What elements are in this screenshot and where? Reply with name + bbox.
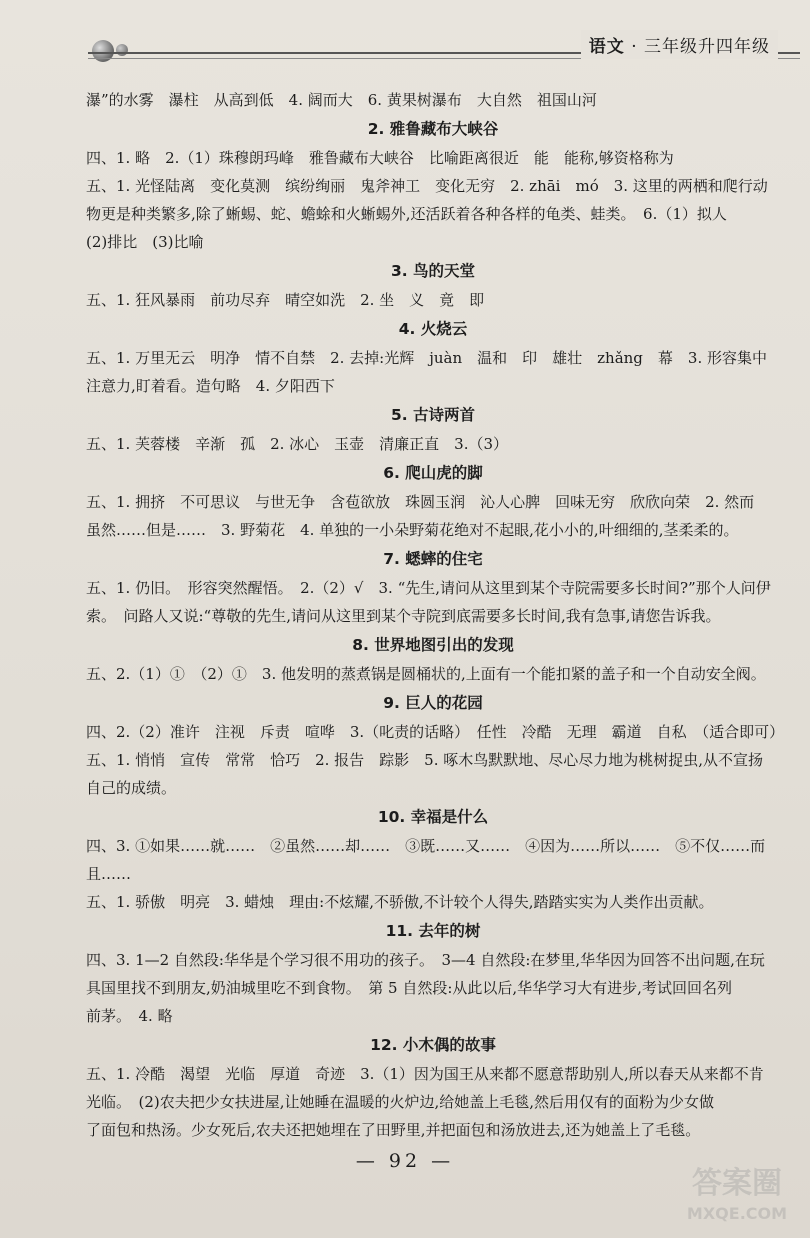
watermark xyxy=(672,1164,802,1234)
answer-line: (2)排比 (3)比喻 xyxy=(86,233,204,251)
answer-line: 光临。 (2)农夫把少女扶进屋,让她睡在温暖的火炉边,给她盖上毛毯,然后用仅有的面粉为少女做 xyxy=(86,1093,715,1111)
answer-line: 虽然……但是…… 3. 野菊花 4. 单独的一小朵野菊花绝对不起眼,花小小的,叶细细的,茎柔柔的。 xyxy=(86,521,739,539)
page-number: — 92 — xyxy=(355,1150,455,1172)
answer-line: 五、1. 骄傲 明亮 3. 蜡烛 理由:不炫耀,不骄傲,不计较个人得失,踏踏实实为人类作出贡献。 xyxy=(86,893,714,911)
section-title: 4. 火烧云 xyxy=(398,320,468,338)
answer-line: 五、1. 悄悄 宣传 常常 恰巧 2. 报告 踪影 5. 啄木鸟默默地、尽心尽力地为桃树捉虫,从不宣扬 xyxy=(86,751,764,769)
watermark-url: MXQE.COM xyxy=(686,1204,788,1223)
section-title: 7. 蟋蟀的住宅 xyxy=(383,550,483,568)
answer-line: 自己的成绩。 xyxy=(86,779,177,797)
section-title: 10. 幸福是什么 xyxy=(377,808,489,826)
answer-line: 五、1. 万里无云 明净 情不自禁 2. 去掉:光辉 juàn 温和 印 雄壮 zhǎng 幕 3. 形容集中 xyxy=(86,349,767,367)
answer-line: 四、1. 略 2.（1）珠穆朗玛峰 雅鲁藏布大峡谷 比喻距离很近 能 能称,够资格称为 xyxy=(86,149,674,167)
watermark-logo: 答案圈 xyxy=(692,1166,782,1201)
section-title: 11. 去年的树 xyxy=(385,922,481,940)
answer-line: 五、1. 光怪陆离 变化莫测 缤纷绚丽 鬼斧神工 变化无穷 2. zhāi mó 3. 这里的两栖和爬行动 xyxy=(86,177,768,195)
answer-line: 瀑”的水雾 瀑柱 从高到低 4. 阔而大 6. 黄果树瀑布 大自然 祖国山河 xyxy=(86,91,597,109)
answer-content xyxy=(86,86,810,1144)
section-title: 12. 小木偶的故事 xyxy=(370,1036,496,1054)
section-title: 8. 世界地图引出的发现 xyxy=(352,636,514,654)
answer-line: 五、1. 冷酷 渴望 光临 厚道 奇迹 3.（1）因为国王从来都不愿意帮助别人,所以春天从来都不肯 xyxy=(86,1065,764,1083)
header-subject: 语文 xyxy=(588,37,625,57)
answer-line: 五、1. 狂风暴雨 前功尽弃 晴空如洗 2. 坐 义 竟 即 xyxy=(86,291,485,309)
header-ornament-small-icon xyxy=(116,44,128,56)
answer-line: 物更是种类繁多,除了蜥蜴、蛇、蟾蜍和火蜥蜴外,还活跃着各种各样的龟类、蛙类。 6.（1）拟人 xyxy=(86,205,727,223)
answer-line: 四、3. 1—2 自然段:华华是个学习很不用功的孩子。 3—4 自然段:在梦里,华华因为回答不出问题,在玩 xyxy=(86,951,765,969)
answer-line: 索。 问路人又说:“尊敬的先生,请问从这里到某个寺院到底需要多长时间,我有急事,请您告诉我。 xyxy=(86,607,721,625)
section-title: 5. 古诗两首 xyxy=(390,406,476,424)
answer-line: 前茅。 4. 略 xyxy=(86,1007,173,1025)
header-dot: · xyxy=(631,37,638,57)
header-title xyxy=(581,30,778,59)
answer-line: 具国里找不到朋友,奶油城里吃不到食物。 第 5 自然段:从此以后,华华学习大有进步,考试回回名列 xyxy=(86,979,732,997)
answer-line: 五、1. 芙蓉楼 辛渐 孤 2. 冰心 玉壶 清廉正直 3.（3） xyxy=(86,435,509,453)
answer-line: 四、3. ①如果……就…… ②虽然……却…… ③既……又…… ④因为……所以…… ⑤不仅……而 xyxy=(86,837,766,855)
answer-line: 注意力,盯着看。造句略 4. 夕阳西下 xyxy=(86,377,335,395)
answer-line: 五、2.（1）① （2）① 3. 他发明的蒸煮锅是圆桶状的,上面有一个能扣紧的盖子和一个自动安全阀。 xyxy=(86,665,766,683)
answer-line: 五、1. 仍旧。 形容突然醒悟。 2.（2）√ 3. “先生,请问从这里到某个寺院需要多长时间?”那个人问伊 xyxy=(86,579,771,597)
answer-line: 四、2.（2）准许 注视 斥责 喧哗 3.（叱责的话略） 任性 冷酷 无理 霸道 自私 （适合即可） xyxy=(86,723,785,741)
answer-line: 五、1. 拥挤 不可思议 与世无争 含苞欲放 珠圆玉润 沁人心脾 回味无穷 欣欣向荣 2. 然而 xyxy=(86,493,755,511)
section-title: 3. 鸟的天堂 xyxy=(390,262,476,280)
section-title: 9. 巨人的花园 xyxy=(383,694,483,712)
answer-line: 且…… xyxy=(86,865,132,883)
header-grade: 三年级升四年级 xyxy=(644,37,770,57)
section-title: 2. 雅鲁藏布大峡谷 xyxy=(367,120,499,138)
answer-line: 了面包和热汤。少女死后,农夫还把她埋在了田野里,并把面包和汤放进去,还为她盖上了毛毯。 xyxy=(86,1121,701,1139)
section-title: 6. 爬山虎的脚 xyxy=(383,464,483,482)
